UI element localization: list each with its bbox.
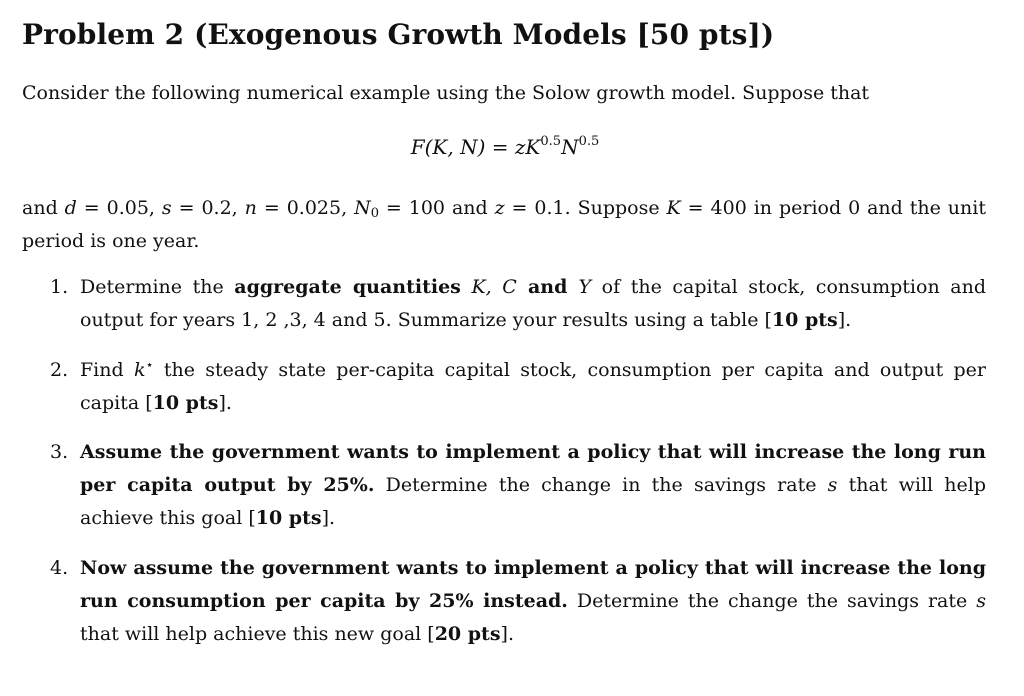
params-text: = 100 and bbox=[378, 197, 495, 219]
item-text: Determine the change the savings rate bbox=[567, 590, 977, 612]
item-star-superscript: ⋆ bbox=[145, 358, 154, 373]
item-points: 10 pts bbox=[771, 309, 838, 331]
item-number: 4. bbox=[50, 557, 69, 579]
item-text: ]. bbox=[500, 623, 514, 645]
item-body bbox=[80, 552, 986, 651]
item-text: Determine the change in the savings rate bbox=[374, 474, 828, 496]
equation-z: z bbox=[514, 135, 526, 159]
list-item bbox=[50, 271, 986, 337]
problem-title: Problem 2 (Exogenous Growth Models [50 pts]) bbox=[22, 18, 775, 51]
intro-text: Consider the following numerical example using the Solow growth model. Suppose that bbox=[22, 82, 870, 104]
equation-k-exponent: 0.5 bbox=[540, 134, 562, 149]
item-variable-y: Y bbox=[578, 276, 592, 298]
item-text: ]. bbox=[218, 392, 232, 414]
item-bold-text: and bbox=[516, 276, 579, 298]
item-variable-s: s bbox=[976, 590, 987, 612]
params-text: = 0.05, bbox=[76, 197, 162, 219]
item-bold-text: Now assume the government wants to implement a policy that will increase the long run consumption per capita by 25% instead. bbox=[80, 557, 986, 612]
production-function bbox=[0, 135, 1010, 159]
item-bold-text: Assume the government wants to implement a policy that will increase the long run per capita output by 25%. bbox=[80, 441, 986, 496]
param-s: s bbox=[161, 197, 172, 219]
equation-n: N bbox=[561, 135, 579, 159]
item-number: 3. bbox=[50, 441, 69, 463]
item-number: 2. bbox=[50, 359, 69, 381]
item-points: 20 pts bbox=[434, 623, 501, 645]
item-text: of the capital stock, consumption and output for years 1, 2 ,3, 4 and 5. Summarize your results using a table [ bbox=[80, 276, 986, 331]
item-number: 1. bbox=[50, 276, 69, 298]
parameter-text bbox=[22, 192, 986, 258]
item-text: Determine the bbox=[80, 276, 235, 298]
item-body bbox=[80, 354, 986, 420]
equation-n-exponent: 0.5 bbox=[578, 134, 600, 149]
item-variable-k: k bbox=[133, 359, 146, 381]
item-body bbox=[80, 271, 986, 337]
item-variables: K, C bbox=[471, 276, 517, 298]
item-points: 10 pts bbox=[255, 507, 322, 529]
param-z: z bbox=[494, 197, 505, 219]
params-text: = 400 in period 0 and the unit period is one year. bbox=[22, 197, 986, 252]
item-points: 10 pts bbox=[152, 392, 219, 414]
equation-k: K bbox=[525, 135, 541, 159]
params-text: and bbox=[22, 197, 65, 219]
param-n0-subscript: 0 bbox=[370, 206, 379, 221]
params-text: = 0.2, bbox=[171, 197, 245, 219]
params-text: = 0.025, bbox=[256, 197, 355, 219]
item-text bbox=[461, 276, 472, 298]
param-n: n bbox=[244, 197, 257, 219]
equation-equals: = bbox=[485, 135, 515, 159]
item-variable-s: s bbox=[827, 474, 838, 496]
item-body bbox=[80, 436, 986, 535]
param-d: d bbox=[64, 197, 77, 219]
param-n0: N bbox=[354, 197, 371, 219]
list-item bbox=[50, 354, 986, 420]
list-item bbox=[50, 436, 986, 535]
equation-lhs: F(K, N) bbox=[410, 135, 486, 159]
item-text: Find bbox=[80, 359, 134, 381]
item-bold-text: aggregate quantities bbox=[234, 276, 461, 298]
item-text: ]. bbox=[837, 309, 852, 331]
params-text: = 0.1. Suppose bbox=[504, 197, 667, 219]
item-text: ]. bbox=[321, 507, 336, 529]
item-text: that will help achieve this goal [ bbox=[80, 474, 986, 529]
param-k: K bbox=[666, 197, 681, 219]
list-item bbox=[50, 552, 986, 651]
item-text: the steady state per-capita capital stock, consumption per capita and output per capita [ bbox=[80, 359, 986, 414]
item-text: that will help achieve this new goal [ bbox=[80, 623, 435, 645]
